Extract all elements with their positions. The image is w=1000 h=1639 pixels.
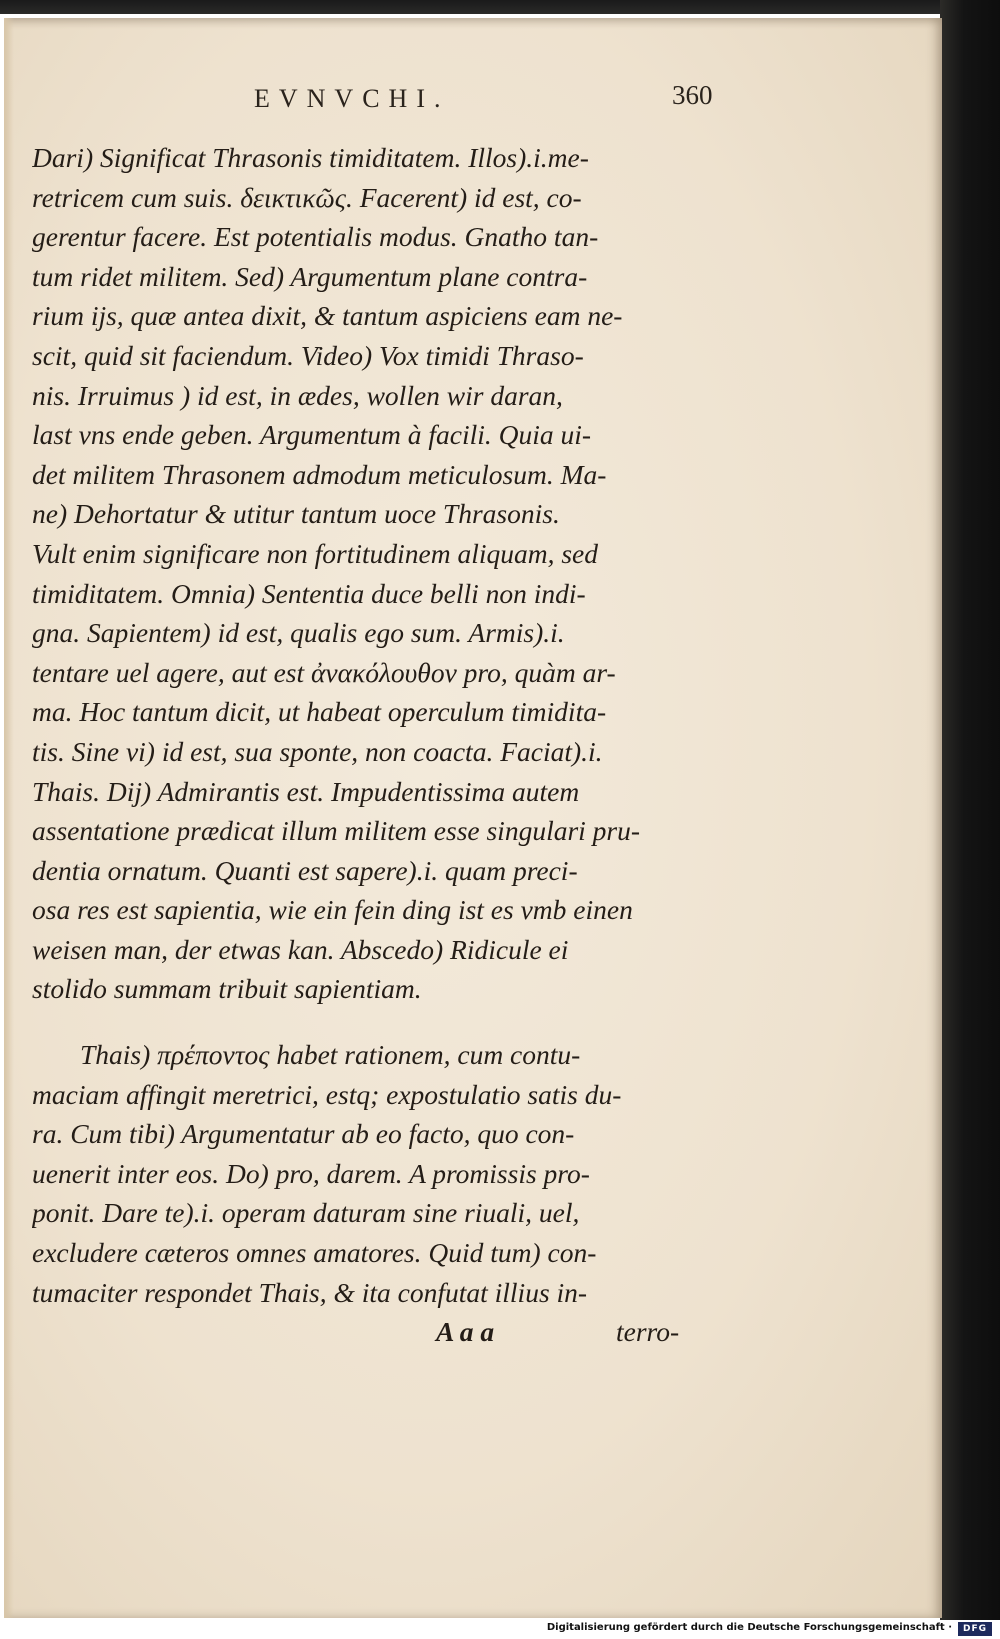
text-line: tum ridet militem. Sed) Argumentum plane contra- <box>32 260 588 292</box>
dfg-logo: DFG <box>958 1622 992 1636</box>
text-line: gna. Sapientem) id est, qualis ego sum. Armis).i. <box>32 617 565 649</box>
text-line: ne) Dehortatur & utitur tantum uoce Thrasonis. <box>32 498 560 530</box>
catchword: terro- <box>616 1316 680 1348</box>
text-line: gerentur facere. Est potentialis modus. Gnatho tan- <box>32 221 599 253</box>
text-line: assentatione prædicat illum militem esse singulari pru- <box>32 815 641 847</box>
text-line: weisen man, der etwas kan. Abscedo) Ridicule ei <box>32 933 569 965</box>
running-head: EVNVCHI. <box>254 84 450 113</box>
scanner-right-edge <box>940 0 1000 1620</box>
text-line: scit, quid sit faciendum. Video) Vox timidi Thraso- <box>32 339 584 371</box>
text-line: nis. Irruimus ) id est, in ædes, wollen wir daran, <box>32 379 563 411</box>
paragraph-2 <box>32 1035 724 1312</box>
text-line: Dari) Significat Thrasonis timiditatem. Illos).i.me- <box>32 142 589 173</box>
text-line: uenerit inter eos. Do) pro, darem. A promissis pro- <box>32 1157 590 1189</box>
paragraph-1 <box>32 138 724 1009</box>
paragraph-gap <box>32 1009 724 1035</box>
text-line: Thais. Dij) Admirantis est. Impudentissima autem <box>32 775 580 807</box>
text-line: osa res est sapientia, wie ein fein ding ist es vmb einen <box>32 894 633 926</box>
page-gutter-shadow <box>4 18 14 1618</box>
commentary-text <box>32 138 724 1352</box>
text-line: tentare uel agere, aut est ἀνακόλουθον pro, quàm ar- <box>32 656 616 688</box>
text-line: excludere cæteros omnes amatores. Quid tum) con- <box>32 1237 597 1269</box>
page-number: 360 <box>672 80 713 110</box>
text-line: maciam affingit meretrici, estq; expostulatio satis du- <box>32 1078 622 1110</box>
text-line: retricem cum suis. δεικτικῶς. Facerent) id est, co- <box>32 181 582 213</box>
book-page <box>4 18 942 1618</box>
text-line: last vns ende geben. Argumentum à facili. Quia ui- <box>32 419 592 451</box>
text-line: ma. Hoc tantum dicit, ut habeat operculum timidita- <box>32 696 607 728</box>
text-line: Vult enim significare non fortitudinem aliquam, sed <box>32 537 598 569</box>
text-line: det militem Thrasonem admodum meticulosum. Ma- <box>32 458 607 490</box>
text-line: rium ijs, quæ antea dixit, & tantum aspiciens eam ne- <box>32 300 623 332</box>
text-line: timiditatem. Omnia) Sententia duce belli non indi- <box>32 577 586 609</box>
signature-mark: A a a <box>436 1316 495 1348</box>
digitization-credit: Digitalisierung gefördert durch die Deutsche Forschungsgemeinschaft · <box>546 1622 952 1633</box>
text-line: dentia ornatum. Quanti est sapere).i. quam preci- <box>32 854 578 886</box>
scanner-top-edge <box>0 0 1000 14</box>
text-line: Thais) πρέποντος habet rationem, cum contu- <box>80 1039 581 1071</box>
page-footer <box>32 1312 724 1352</box>
text-line: tumaciter respondet Thais, & ita confutat illius in- <box>32 1276 588 1308</box>
text-line: tis. Sine vi) id est, sua sponte, non coacta. Faciat).i. <box>32 735 603 767</box>
text-line: stolido summam tribuit sapientiam. <box>32 973 422 1005</box>
text-line: ponit. Dare te).i. operam daturam sine riuali, uel, <box>32 1197 580 1229</box>
text-line: ra. Cum tibi) Argumentatur ab eo facto, quo con- <box>32 1118 575 1150</box>
